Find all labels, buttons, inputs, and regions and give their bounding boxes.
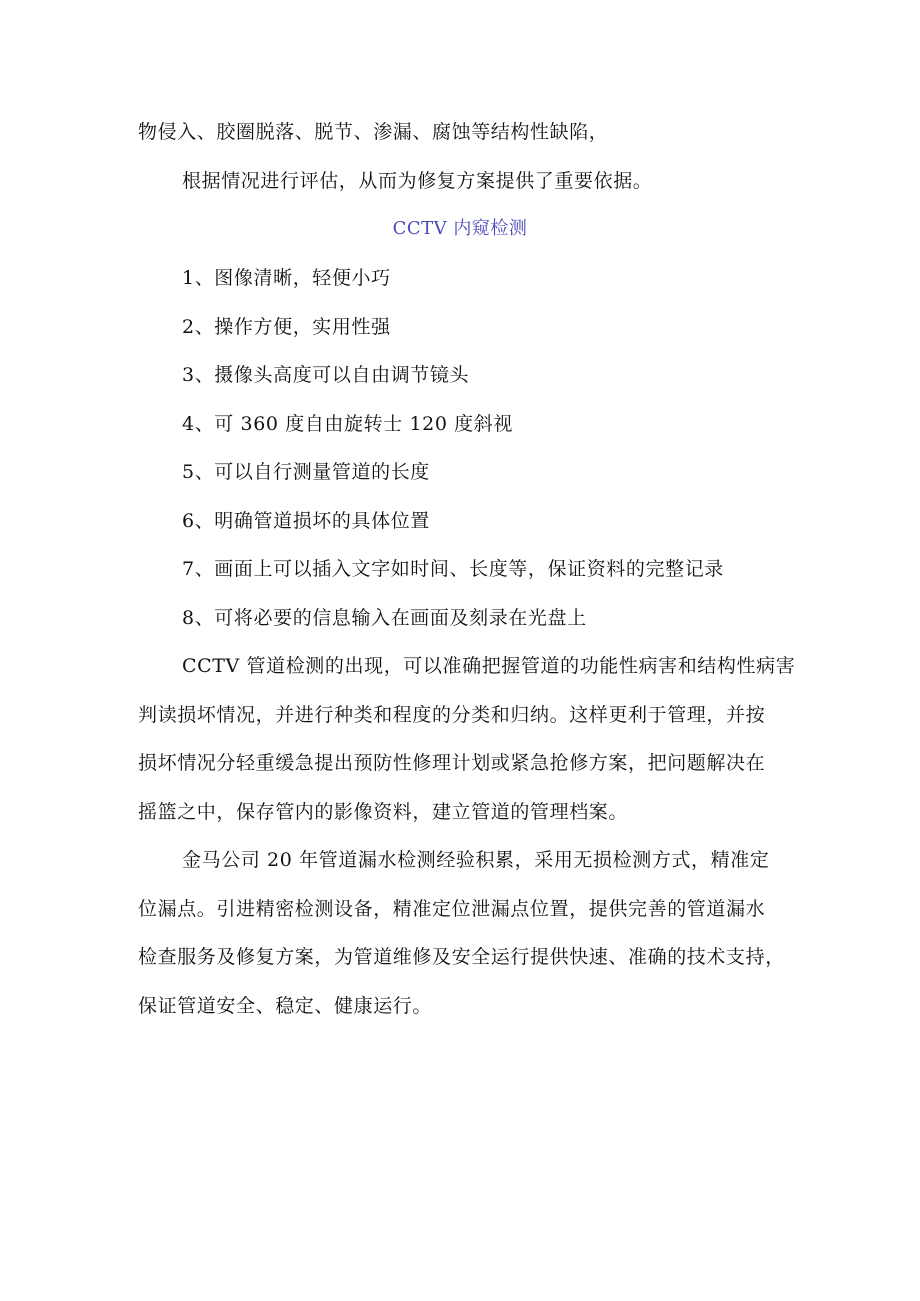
paragraph-cctv [138, 642, 808, 836]
paragraph-line: 摇篮之中，保存管内的影像资料，建立管道的管理档案。 [138, 800, 629, 823]
intro-line-1: 物侵入、胶圈脱落、脱节、渗漏、腐蚀等结构性缺陷， [138, 121, 609, 143]
section-heading: CCTV 内窥检测 [392, 218, 528, 239]
list-item: 8、可将必要的信息输入在画面及刻录在光盘上 [182, 606, 587, 629]
paragraph-line: 保证管道安全、稳定、健康运行。 [138, 994, 433, 1017]
list-item: 1、图像清晰，轻便小巧 [182, 267, 391, 289]
paragraph-company [138, 836, 808, 1030]
paragraph-line: 位漏点。引进精密检测设备，精准定位泄漏点位置，提供完善的管道漏水 [138, 897, 766, 920]
list-item: 7、画面上可以插入文字如时间、长度等，保证资料的完整记录 [182, 558, 724, 580]
paragraph-line: CCTV 管道检测的出现，可以准确把握管道的功能性病害和结构性病害 [182, 655, 796, 677]
list-item: 5、可以自行测量管道的长度 [182, 461, 430, 483]
paragraph-line: 判读损坏情况，并进行种类和程度的分类和归纳。这样更利于管理，并按 [138, 703, 766, 726]
paragraph-line: 损坏情况分轻重缓急提出预防性修理计划或紧急抢修方案，把问题解决在 [138, 752, 766, 774]
feature-list [138, 254, 808, 642]
intro-block [138, 108, 808, 205]
list-item: 3、摄像头高度可以自由调节镜头 [182, 364, 470, 386]
list-item: 2、操作方便，实用性强 [182, 315, 391, 338]
intro-line-2: 根据情况进行评估，从而为修复方案提供了重要依据。 [182, 169, 653, 192]
paragraph-line: 金马公司 20 年管道漏水检测经验积累，采用无损检测方式，精准定 [182, 849, 770, 871]
list-item: 4、可 360 度自由旋转士 120 度斜视 [182, 412, 513, 435]
list-item: 6、明确管道损坏的具体位置 [182, 509, 430, 532]
paragraph-line: 检查服务及修复方案，为管道维修及安全运行提供快速、准确的技术支持， [138, 946, 785, 968]
